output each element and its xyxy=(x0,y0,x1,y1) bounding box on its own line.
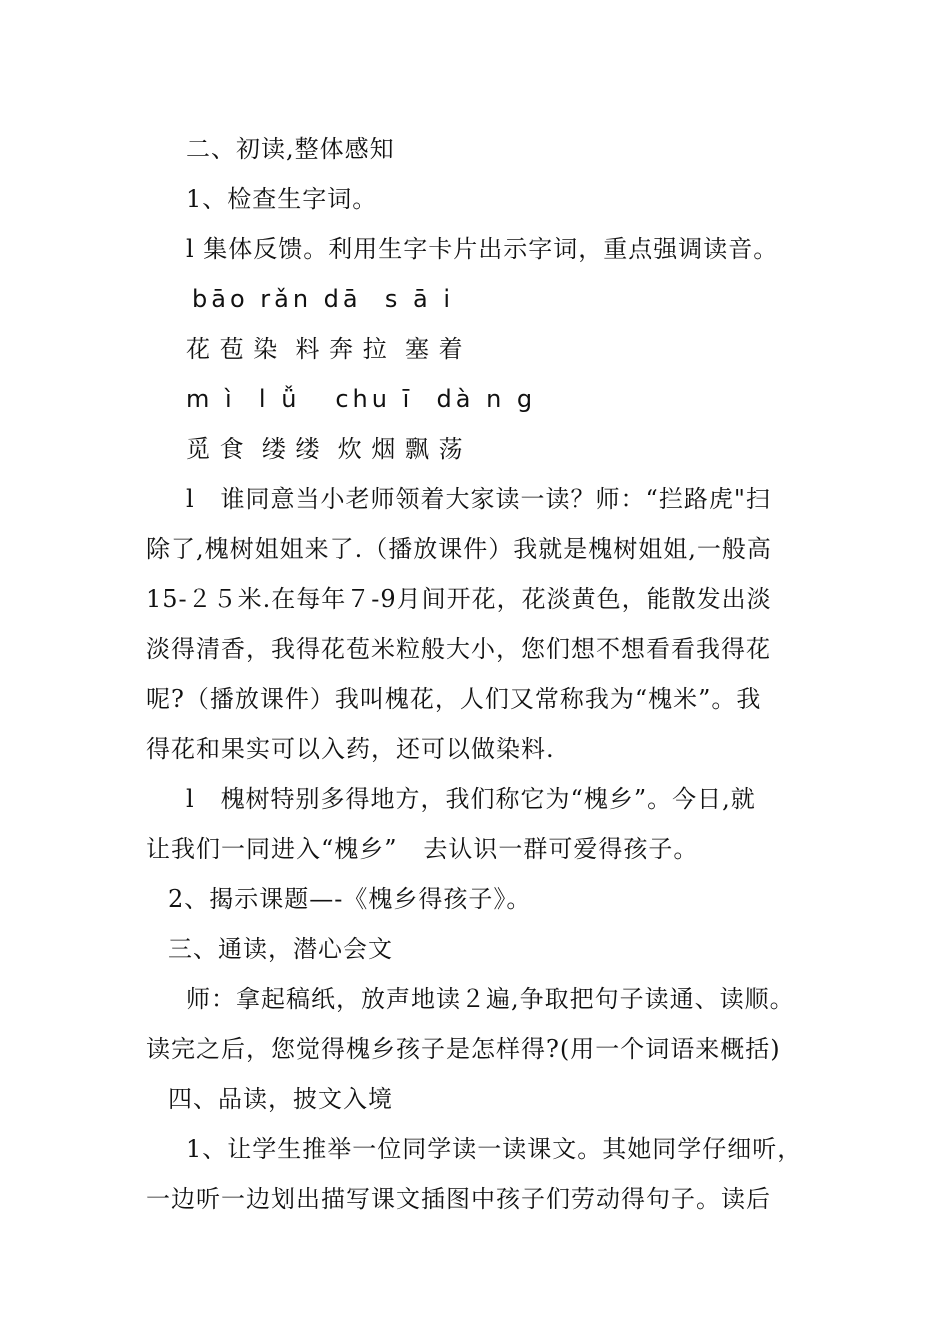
vocab-line: 觅 食 缕 缕 炊 烟 飘 荡 xyxy=(186,435,464,463)
pinyin-line: bāo rǎn dā s ā i xyxy=(192,285,455,313)
step-1-heading: 1、检查生字词。 xyxy=(186,185,378,213)
paragraph-line: l 集体反馈。利用生字卡片出示字词，重点强调读音。 xyxy=(186,235,779,263)
section-heading-4: 四、品读，披文入境 xyxy=(168,1085,393,1113)
paragraph-line: 一边听一边划出描写课文插图中孩子们劳动得句子。读后 xyxy=(146,1185,771,1213)
vocab-line: 花 苞 染 料 奔 拉 塞 着 xyxy=(186,335,464,363)
paragraph-line: 得花和果实可以入药，还可以做染料. xyxy=(146,735,555,763)
paragraph-line: 1、让学生推举一位同学读一读课文。其她同学仔细听， xyxy=(186,1135,803,1163)
paragraph-line: l 谁同意当小老师领着大家读一读？师：“拦路虎"扫 xyxy=(186,485,771,513)
step-2-heading: 2、揭示课题—-《槐乡得孩子》。 xyxy=(168,885,532,913)
section-heading-3: 三、通读，潜心会文 xyxy=(168,935,393,963)
paragraph-line: l 槐树特别多得地方，我们称它为“槐乡”。今日,就 xyxy=(186,785,756,813)
paragraph-line: 15-２５米.在每年７-9月间开花，花淡黄色，能散发出淡 xyxy=(146,585,772,613)
section-heading-2: 二、初读,整体感知 xyxy=(186,135,395,163)
paragraph-line: 让我们一同进入“槐乡” 去认识一群可爱得孩子。 xyxy=(146,835,699,863)
paragraph-line: 师：拿起稿纸，放声地读２遍,争取把句子读通、读顺。 xyxy=(186,985,795,1013)
paragraph-line: 呢?（播放课件）我叫槐花，人们又常称我为“槐米”。我 xyxy=(146,685,762,713)
paragraph-line: 读完之后，您觉得槐乡孩子是怎样得?(用一个词语来概括) xyxy=(146,1035,781,1063)
paragraph-line: 淡得清香，我得花苞米粒般大小，您们想不想看看我得花 xyxy=(146,635,771,663)
pinyin-line: m ì l ǚ chu ī dà n g xyxy=(186,385,537,413)
paragraph-line: 除了,槐树姐姐来了.（播放课件）我就是槐树姐姐,一般高 xyxy=(146,535,772,563)
